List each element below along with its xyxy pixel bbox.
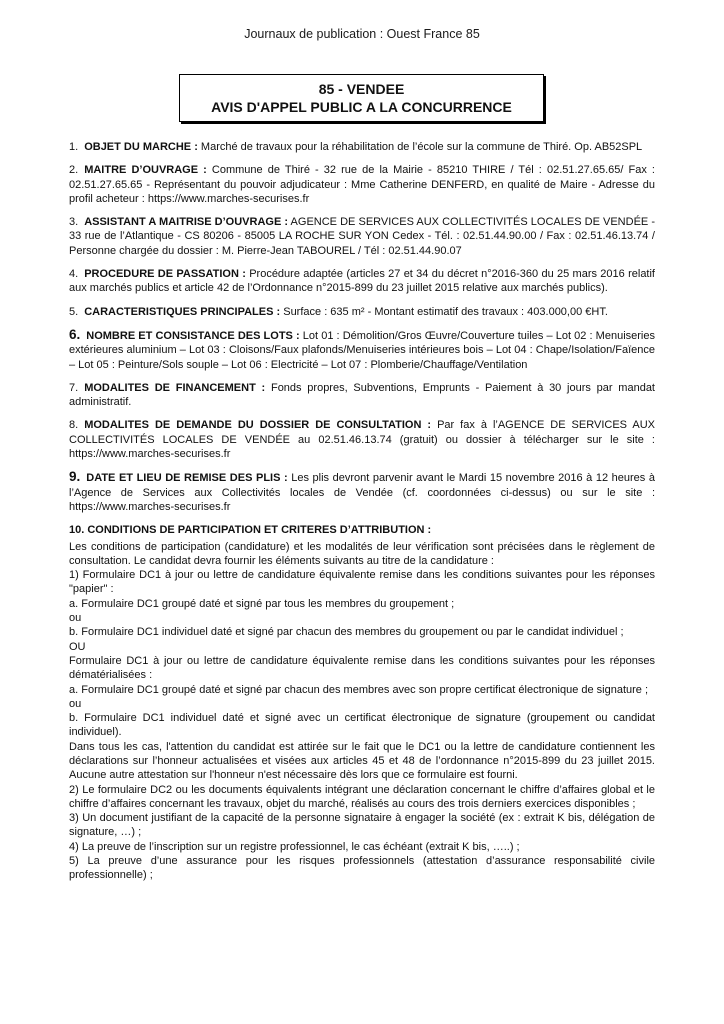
section-label: NOMBRE ET CONSISTANCE DES LOTS : [86, 329, 300, 342]
section-text: Lot 01 : Démolition/Gros Œuvre/Couverture tuiles – Lot 02 : Menuiseries extérieures aluminium – Lot 03 : Cloisons/Faux plafonds/Menuiseries intérieures bois – Lot 04 : Chape/Isolation/Faïence – Lot 05 : Peinture/Sols souple – Lot 06 : Electricité – Lot 07 : Plomberie/Chauffage/Ventilation [69, 329, 655, 371]
section-financement [69, 381, 655, 410]
section-text: Surface : 635 m² - Montant estimatif des travaux : 403.000,00 €HT. [280, 305, 608, 318]
title-notice: AVIS D'APPEL PUBLIC A LA CONCURRENCE [211, 99, 512, 115]
section-objet [69, 140, 655, 154]
section-lots [69, 328, 655, 372]
section-conditions [69, 523, 655, 882]
conditions-line: ou [69, 697, 82, 710]
conditions-line: OU [69, 640, 86, 653]
section-caracteristiques [69, 305, 655, 319]
conditions-line: Les conditions de participation (candidature) et les modalités de leur vérification sont précisées dans le règlement de consultation. Le candidat devra fournir les éléments suivants au titre de la candidature : [69, 540, 655, 567]
section-remise-plis [69, 470, 655, 514]
section-dossier [69, 418, 655, 461]
section-label: PROCEDURE DE PASSATION : [84, 268, 246, 281]
section-number: 4. [69, 268, 79, 281]
section-label: DATE ET LIEU DE REMISE DES PLIS : [86, 472, 288, 485]
journal-header: Journaux de publication : Ouest France 85 [244, 27, 480, 41]
conditions-line: Formulaire DC1 à jour ou lettre de candidature équivalente remise dans les conditions suivantes pour les réponses dématérialisées : [69, 654, 655, 682]
section-number: 5. [69, 305, 79, 318]
section-maitre-ouvrage [69, 163, 655, 206]
notice-body [69, 140, 655, 883]
section-text: AGENCE DE SERVICES AUX COLLECTIVITÉS LOCALES DE VENDÉE - 33 rue de l’Atlantique - CS 80206 - 85005 LA ROCHE SUR YON Cedex - Tél. : 02.51.44.90.00 / Fax : 02.51.46.13.74 / Personne chargée du dossier : M. Pierre-Jean TABOUREL / Tél : 02.51.44.90.07 [69, 216, 655, 257]
section-number: 6. [69, 326, 81, 342]
conditions-line: ou [69, 612, 82, 625]
section-number: 2. [69, 164, 79, 177]
conditions-title: 10. CONDITIONS DE PARTICIPATION ET CRITERES D’ATTRIBUTION : [69, 524, 432, 537]
conditions-line: 1) Formulaire DC1 à jour ou lettre de candidature équivalente remise dans les conditions suivantes pour les réponses "papier" : [69, 569, 655, 596]
section-label: CARACTERISTIQUES PRINCIPALES : [84, 305, 281, 318]
section-label: MODALITES DE DEMANDE DU DOSSIER DE CONSULTATION : [84, 419, 432, 432]
section-number: 7. [69, 381, 79, 394]
conditions-line: a. Formulaire DC1 groupé daté et signé par tous les membres du groupement ; [69, 597, 455, 610]
conditions-line: 4) La preuve de l’inscription sur un registre professionnel, le cas échéant (extrait K bis, …..) ; [69, 840, 520, 853]
conditions-line: 3) Un document justifiant de la capacité de la personne signataire à engager la société (ex : extrait K bis, délégation de signature, …) ; [69, 812, 655, 839]
section-number: 1. [69, 141, 79, 153]
conditions-line: a. Formulaire DC1 groupé daté et signé par chacun des membres avec son propre certificat électronique de signature ; [69, 683, 649, 696]
conditions-line: 5) La preuve d’une assurance pour les risques professionnels (attestation d’assurance responsabilité civile professionnelle) ; [69, 855, 655, 882]
section-text: Par fax à l’AGENCE DE SERVICES AUX COLLECTIVITÉS LOCALES DE VENDÉE au 02.51.46.13.74 (gratuit) ou dossier à télécharger sur le site : https://www.marches-securises.fr [69, 419, 655, 461]
section-label: MODALITES DE FINANCEMENT : [84, 381, 266, 394]
section-number: 9. [69, 469, 81, 485]
section-text: Fonds propres, Subventions, Emprunts - Paiement à 30 jours par mandat administratif. [69, 381, 655, 409]
section-text: Marché de travaux pour la réhabilitation de l’école sur la commune de Thiré. Op. AB52SPL [197, 141, 643, 153]
conditions-line: b. Formulaire DC1 individuel daté et signé avec un certificat électronique de signature (groupement ou candidat individuel). [69, 712, 655, 739]
conditions-line: 2) Le formulaire DC2 ou les documents équivalents intégrant une déclaration concernant le chiffre d’affaires global et le chiffre d’affaires concernant les travaux, objet du marché, réalisés au cours des trois derniers exercices disponibles ; [69, 783, 655, 810]
section-text: Commune de Thiré - 32 rue de la Mairie - 85210 THIRE / Tél : 02.51.27.65.65/ Fax : 02.51.27.65.65 - Représentant du pouvoir adjudicateur : Mme Catherine DENFERD, en qualité de Maire - Adresse du profil acheteur : https://www.marches-securises.fr [69, 164, 655, 205]
section-assistant [69, 215, 655, 258]
section-number: 8. [69, 419, 79, 432]
section-text: Les plis devront parvenir avant le Mardi 15 novembre 2016 à 12 heures à l’Agence de Services aux Collectivités locales de Vendée (cf. coordonnées ci-dessus) ou sur le site : https://www.marches-securises.fr [69, 472, 655, 513]
conditions-line: b. Formulaire DC1 individuel daté et signé par chacun des membres du groupement ou par le candidat individuel ; [69, 626, 624, 639]
section-label: MAITRE D’OUVRAGE : [84, 164, 207, 177]
section-text: Procédure adaptée (articles 27 et 34 du décret n°2016-360 du 25 mars 2016 relatif aux marchés publics et article 42 de l’Ordonnance n°2015-899 du 23 juillet 2015 relative aux marchés publics). [69, 268, 655, 295]
section-label: ASSISTANT A MAITRISE D’OUVRAGE : [84, 216, 289, 229]
section-number: 3. [69, 216, 79, 229]
conditions-line: Dans tous les cas, l'attention du candidat est attirée sur le fait que le DC1 ou la lettre de candidature contiennent les déclarations sur l’honneur actualisées et visées aux articles 45 et 48 de l’ordonnance n°2015-899 du 23 juillet 2015. Aucune autre attestation sur l'honneur n'est nécessaire dès lors que ce formulaire est fourni. [69, 740, 655, 782]
title-department: 85 - VENDEE [318, 81, 405, 97]
section-label: OBJET DU MARCHE : [84, 141, 198, 153]
section-procedure [69, 267, 655, 296]
title-box [179, 74, 544, 122]
